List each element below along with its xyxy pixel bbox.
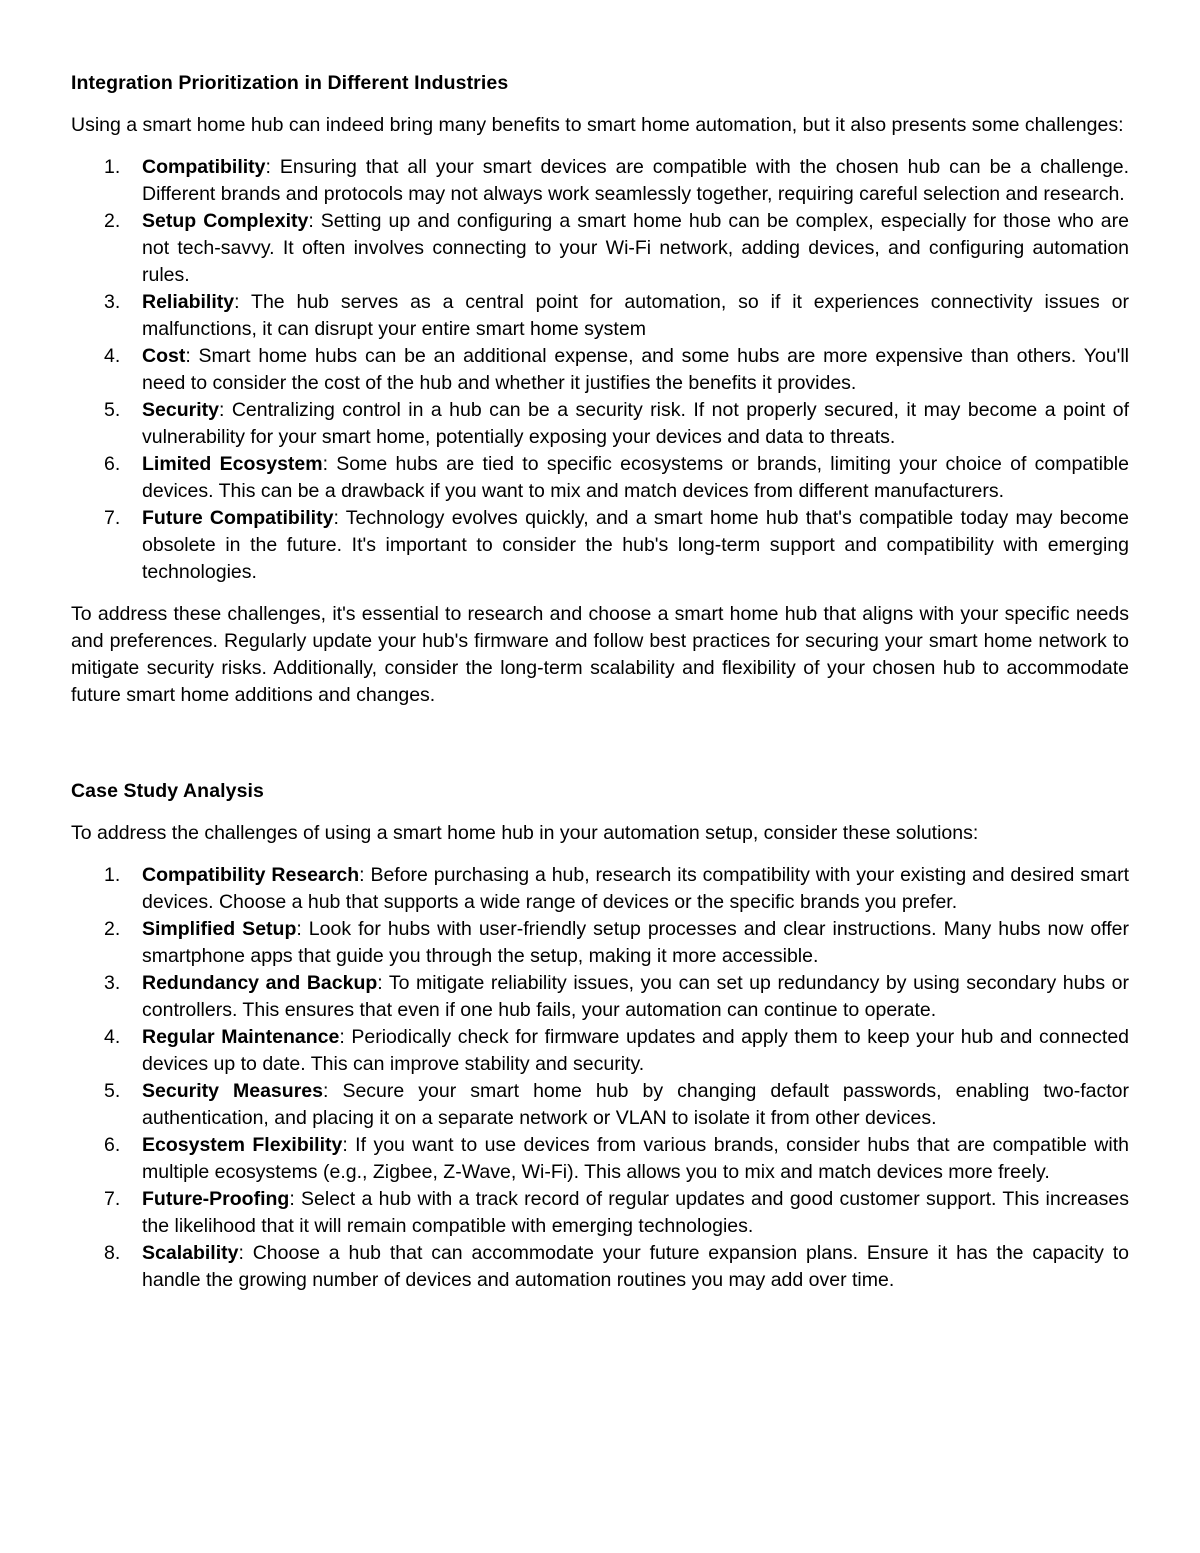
list-text: : Setting up and configuring a smart home hub can be complex, especially for those who are not tech-savvy. It often involves connecting to your Wi-Fi network, adding devices, and configuring automation rules. [142,210,1129,286]
list-term: Regular Maintenance [142,1026,340,1048]
section-heading: Integration Prioritization in Different Industries [71,72,509,94]
section-case-study-analysis [71,778,1129,1294]
list-number: 2. [104,210,121,232]
list-term: Setup Complexity [142,210,309,232]
list-item [71,154,1129,208]
list-text: : Technology evolves quickly, and a smart home hub that's compatible today may become obsolete in the future. It's important to consider the hub's long-term support and compatibility with emerging technologies. [142,507,1129,583]
list-item [71,916,1129,970]
list-text: : Centralizing control in a hub can be a security risk. If not properly secured, it may become a point of vulnerability for your smart home, potentially exposing your devices and data to threats. [142,399,1129,448]
list-term: Cost [142,345,186,367]
list-item [71,1240,1129,1294]
list-text: : Secure your smart home hub by changing default passwords, enabling two-factor authentication, and placing it on a separate network or VLAN to isolate it from other devices. [142,1080,1130,1129]
list-number: 1. [104,156,121,178]
list-number: 7. [104,507,121,529]
list-item [71,289,1129,343]
list-text: : Smart home hubs can be an additional expense, and some hubs are more expensive than others. You'll need to consider the cost of the hub and whether it justifies the benefits it provides. [142,345,1129,394]
list-item [71,1024,1129,1078]
list-term: Security [142,399,219,421]
list-text: : Select a hub with a track record of regular updates and good customer support. This increases the likelihood that it will remain compatible with emerging technologies. [142,1188,1129,1237]
list-number: 5. [104,1080,121,1102]
list-item [71,1186,1129,1240]
list-item [71,208,1129,289]
list-text: : Ensuring that all your smart devices are compatible with the chosen hub can be a challenge. Different brands and protocols may not always work seamlessly together, requiring careful selection and research. [142,156,1129,205]
list-number: 7. [104,1188,121,1210]
list-number: 1. [104,864,121,886]
list-term: Compatibility Research [142,864,360,886]
list-term: Ecosystem Flexibility [142,1134,343,1156]
list-item [71,343,1129,397]
list-term: Security Measures [142,1080,323,1102]
list-item [71,1078,1129,1132]
list-term: Reliability [142,291,235,313]
list-number: 6. [104,1134,121,1156]
list-item [71,451,1129,505]
list-term: Limited Ecosystem [142,453,323,475]
list-number: 4. [104,345,121,367]
section-intro: To address the challenges of using a smart home hub in your automation setup, consider these solutions: [71,822,979,844]
list-term: Scalability [142,1242,239,1264]
list-term: Future Compatibility [142,507,334,529]
list-item [71,397,1129,451]
section-heading: Case Study Analysis [71,780,265,802]
list-term: Compatibility [142,156,266,178]
list-item [71,505,1129,586]
list-text: : Before purchasing a hub, research its compatibility with your existing and desired smart devices. Choose a hub that supports a wide range of devices or the specific brands you prefer. [142,864,1129,913]
solutions-list [71,862,1129,1294]
list-text: : Look for hubs with user-friendly setup processes and clear instructions. Many hubs now offer smartphone apps that guide you through the setup, making it more accessible. [142,918,1129,967]
list-text: : Some hubs are tied to specific ecosystems or brands, limiting your choice of compatible devices. This can be a drawback if you want to mix and match devices from different manufacturers. [142,453,1129,502]
challenges-list [71,154,1129,586]
list-text: : Periodically check for firmware updates and apply them to keep your hub and connected devices up to date. This can improve stability and security. [142,1026,1130,1075]
list-number: 4. [104,1026,121,1048]
list-text: : If you want to use devices from various brands, consider hubs that are compatible with multiple ecosystems (e.g., Zigbee, Z-Wave, Wi-Fi). This allows you to mix and match devices more freely. [142,1134,1129,1183]
list-item [71,1132,1129,1186]
list-number: 2. [104,918,121,940]
section-intro: Using a smart home hub can indeed bring many benefits to smart home automation, but it also presents some challenges: [71,114,1124,136]
list-number: 3. [104,291,121,313]
list-text: : Choose a hub that can accommodate your future expansion plans. Ensure it has the capacity to handle the growing number of devices and automation routines you may add over time. [142,1242,1129,1291]
closing-paragraph: To address these challenges, it's essential to research and choose a smart home hub that aligns with your specific needs and preferences. Regularly update your hub's firmware and follow best practices for securing your smart home network to mitigate security risks. Additionally, consider the long-term scalability and flexibility of your chosen hub to accommodate future smart home additions and changes. [71,603,1129,706]
list-text: : The hub serves as a central point for automation, so if it experiences connectivity issues or malfunctions, it can disrupt your entire smart home system [142,291,1129,340]
list-item [71,862,1129,916]
list-term: Future-Proofing [142,1188,290,1210]
list-number: 8. [104,1242,121,1264]
list-term: Simplified Setup [142,918,297,940]
list-number: 3. [104,972,121,994]
list-term: Redundancy and Backup [142,972,378,994]
list-item [71,970,1129,1024]
list-number: 5. [104,399,121,421]
list-number: 6. [104,453,121,475]
section-integration-prioritization [71,70,1129,709]
list-text: : To mitigate reliability issues, you can set up redundancy by using secondary hubs or controllers. This ensures that even if one hub fails, your automation can continue to operate. [142,972,1129,1021]
